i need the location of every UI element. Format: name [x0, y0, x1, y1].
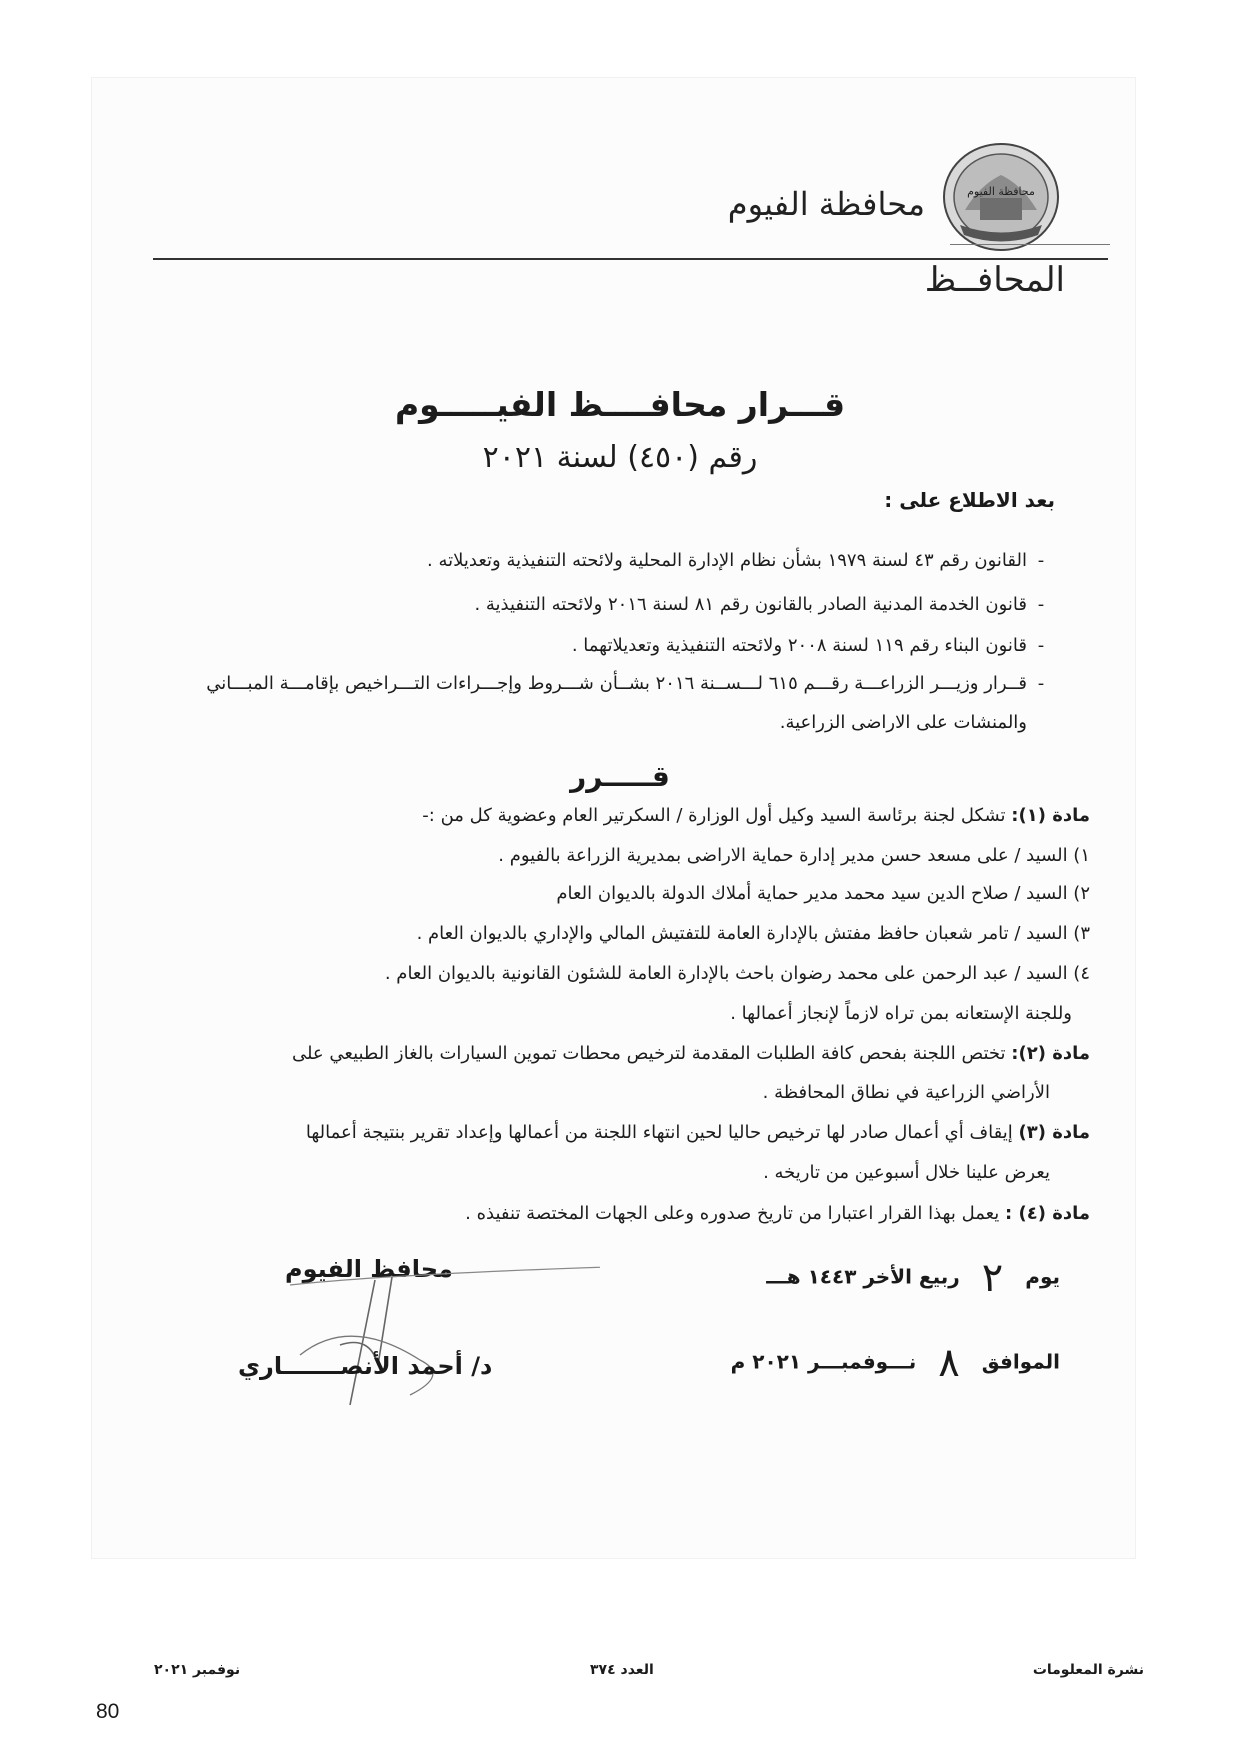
law-text: القانون رقم ٤٣ لسنة ١٩٧٩ بشأن نظام الإدارة المحلية ولائحته التنفيذية وتعديلاته . — [427, 550, 1027, 571]
page-number: 80 — [96, 1700, 120, 1723]
law-continuation: والمنشات على الاراضى الزراعية. — [779, 712, 1027, 733]
article-label: مادة (٢): — [1011, 1043, 1090, 1064]
member-item: ١) السيد / على مسعد حسن مدير إدارة حماية الاراضى بمديرية الزراعة بالفيوم . — [498, 845, 1090, 866]
governor-title: المحافــظ — [924, 260, 1065, 300]
match-label: الموافق — [981, 1349, 1060, 1374]
law-text: قــرار وزيـــر الزراعـــة رقـــم ٦١٥ لـــســنة ٢٠١٦ بشــأن شـــروط وإجـــراءات التـــراخيص بإقامـــة المبـــاني — [206, 673, 1027, 694]
article-text: تختص اللجنة بفحص كافة الطلبات المقدمة لترخيص محطات تموين السيارات بالغاز الطبيعي على — [291, 1043, 1006, 1064]
article-text: إيقاف أي أعمال صادر لها ترخيص حاليا لحين انتهاء اللجنة من أعمالها وإعداد تقرير بنتيجة أعمالها — [305, 1122, 1013, 1143]
decided-heading: قـــــرر — [570, 760, 670, 793]
governorate-seal-icon — [940, 140, 1062, 255]
article-4 — [465, 1203, 1090, 1224]
header-divider-short — [950, 244, 1110, 245]
decree-number: رقم (٤٥٠) لسنة ٢٠٢١ — [482, 440, 758, 475]
article-label: مادة (١): — [1011, 805, 1090, 826]
article-1 — [422, 805, 1090, 826]
article-3-continuation: يعرض علينا خلال أسبوعين من تاريخه . — [763, 1162, 1050, 1183]
hijri-month: ربيع الأخر ١٤٤٣ هـــ — [766, 1264, 960, 1289]
member-item: ٢) السيد / صلاح الدين سيد محمد مدير حماية أملاك الدولة بالديوان العام — [556, 883, 1090, 904]
article-text: يعمل بهذا القرار اعتبارا من تاريخ صدوره وعلى الجهات المختصة تنفيذه . — [465, 1203, 1000, 1224]
law-dash: - — [1037, 635, 1045, 656]
article-2 — [292, 1043, 1090, 1064]
article-2-continuation: الأراضي الزراعية في نطاق المحافظة . — [762, 1082, 1050, 1103]
article-label: مادة (٣) — [1018, 1122, 1090, 1143]
law-dash: - — [1037, 550, 1045, 571]
footer-issue: العدد ٣٧٤ — [590, 1662, 654, 1678]
article-text: تشكل لجنة برئاسة السيد وكيل أول الوزارة / السكرتير العام وعضوية كل من :- — [422, 805, 1006, 826]
seal-text: محافظة الفيوم — [967, 185, 1035, 198]
footer-publication: نشرة المعلومات — [1032, 1662, 1144, 1678]
footer-date: نوفمبر ٢٠٢١ — [154, 1662, 241, 1678]
decree-title: قـــرار محافــــظ الفيـــــوم — [394, 385, 846, 424]
article-label: مادة (٤) : — [1005, 1203, 1090, 1224]
day-label: يوم — [1025, 1264, 1060, 1289]
law-item — [427, 550, 1055, 571]
article-1-extra: وللجنة الإستعانه بمن تراه لازماً لإنجاز أعمالها . — [730, 1003, 1072, 1024]
governorate-name: محافظة الفيوم — [727, 185, 925, 223]
hijri-date — [766, 1255, 1060, 1301]
after-review-heading: بعد الاطلاع على : — [884, 488, 1055, 512]
match-handwritten: ٨ — [938, 1340, 960, 1386]
gregorian-date — [731, 1340, 1060, 1386]
law-dash: - — [1037, 673, 1045, 694]
law-item — [572, 635, 1055, 656]
law-dash: - — [1037, 594, 1045, 615]
signatory-title: محافظ الفيوم — [285, 1255, 453, 1283]
signatory-name: د/ أحمد الأنصـــــــاري — [238, 1352, 493, 1380]
member-item: ٣) السيد / تامر شعبان حافظ مفتش بالإدارة العامة للتفتيش المالي والإداري بالديوان العام . — [416, 923, 1090, 944]
day-handwritten: ٢ — [981, 1255, 1004, 1301]
handwritten-signature-icon — [280, 1255, 600, 1415]
law-item — [206, 673, 1055, 694]
law-text: قانون البناء رقم ١١٩ لسنة ٢٠٠٨ ولائحته التنفيذية وتعديلاتهما . — [571, 635, 1027, 656]
article-3 — [306, 1122, 1090, 1143]
member-item: ٤) السيد / عبد الرحمن على محمد رضوان باحث بالإدارة العامة للشئون القانونية بالديوان العام . — [384, 963, 1090, 984]
gregorian-month: نـــوفمبـــر ٢٠٢١ م — [730, 1349, 917, 1374]
law-text: قانون الخدمة المدنية الصادر بالقانون رقم ٨١ لسنة ٢٠١٦ ولائحته التنفيذية . — [474, 594, 1027, 615]
law-item — [474, 594, 1055, 615]
